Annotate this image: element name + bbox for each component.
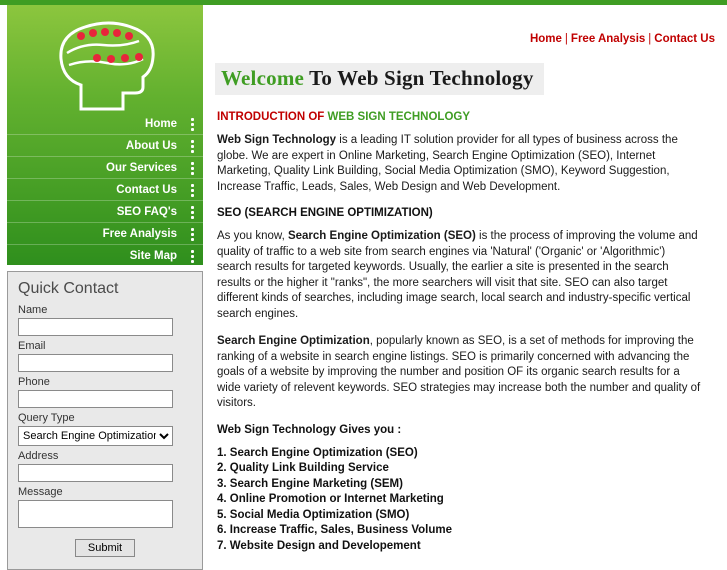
topnav-free-analysis[interactable]: Free Analysis [570, 33, 646, 45]
seo-paragraph-2 [217, 334, 701, 412]
list-item: 7. Website Design and Developement [217, 539, 421, 552]
list-item: 3. Search Engine Marketing (SEM) [217, 477, 403, 490]
sidebar-item-label: Free Analysis [102, 228, 177, 240]
email-label: Email [18, 340, 46, 352]
menu-dots-icon [191, 250, 194, 262]
head-profile-icon [23, 13, 203, 113]
sidebar-item-our-services[interactable] [7, 157, 203, 179]
topnav-contact-us[interactable]: Contact Us [654, 33, 715, 45]
sidebar-menu [7, 113, 203, 265]
menu-dots-icon [191, 206, 194, 218]
logo-and-menu-panel [7, 5, 203, 265]
address-label: Address [18, 450, 59, 462]
menu-dots-icon [191, 118, 194, 130]
sidebar-item-site-map[interactable] [7, 245, 203, 265]
seo-p1-b: Search Engine Optimization (SEO) [287, 230, 476, 242]
message-label: Message [18, 486, 63, 498]
sidebar-item-label: Our Services [106, 162, 177, 174]
intro-heading [217, 111, 701, 123]
gives-heading: Web Sign Technology Gives you : [217, 423, 402, 436]
sidebar-item-seo-faqs[interactable] [7, 201, 203, 223]
sidebar-item-label: SEO FAQ's [116, 206, 177, 218]
seo-section-heading: SEO (SEARCH ENGINE OPTIMIZATION) [217, 207, 433, 219]
sidebar-item-label: Home [145, 118, 177, 130]
sidebar-item-label: About Us [125, 140, 177, 152]
sidebar-item-contact-us[interactable] [7, 179, 203, 201]
query-type-label: Query Type [18, 412, 75, 424]
sidebar-item-about-us[interactable] [7, 135, 203, 157]
sidebar-item-home[interactable] [7, 113, 203, 135]
menu-dots-icon [191, 162, 194, 174]
list-item: 5. Social Media Optimization (SMO) [217, 508, 410, 521]
email-input[interactable] [18, 354, 173, 372]
sidebar [7, 5, 203, 554]
list-item: 6. Increase Traffic, Sales, Business Volume [217, 524, 453, 536]
seo-p1-c: is the process of improving the volume and quality of traffic to a web site from search engines via 'Natural' ('Organic' or 'Algorithmic') search results for targeted keywords. Usually, the earlier a site is presented in the search results or the higher it "ranks", the more searchers will visit that site. SEO can also target different kinds of searches, including image search, local search and industry-specific vertical search engines. [217, 230, 698, 320]
query-type-select[interactable] [18, 426, 173, 446]
list-item: 1. Search Engine Optimization (SEO) [217, 446, 418, 459]
intro-heading-red: INTRODUCTION OF [217, 111, 325, 123]
page-title-highlight: Welcome [221, 66, 305, 90]
seo-p2-c: , popularly known as SEO, is a set of methods for improving the ranking of a website in search engine listings. SEO is primarily concerned with advancing the goals of a website by improving the number and position OF its organic search results for a wide variety of relevent keywords. SEO strategies may increase both the number and quality of visitors. [217, 335, 701, 409]
services-list [217, 446, 701, 555]
intro-heading-green: WEB SIGN TECHNOLOGY [324, 111, 470, 123]
intro-paragraph [217, 133, 701, 195]
phone-input[interactable] [18, 390, 173, 408]
menu-dots-icon [191, 228, 194, 240]
submit-button[interactable]: Submit [75, 539, 135, 557]
quick-contact-panel [7, 271, 203, 570]
seo-paragraph-1 [217, 229, 701, 322]
top-navigation [203, 5, 727, 45]
submit-row [18, 539, 192, 557]
page-title-rest: To Web Sign Technology [304, 66, 534, 90]
list-item: 2. Quality Link Building Service [217, 462, 389, 474]
intro-paragraph-text: is a leading IT solution provider for all types of business across the globe. We are expert in Online Marketing, Search Engine Optimization (SEO), Internet Marketing, Quality Link Building, Social Media Optimization (SMO), Keyword Suggestion, Increase Traffic, Leads, Sales, Web Design and Web Development. [217, 134, 678, 193]
list-item: 4. Online Promotion or Internet Marketing [217, 493, 444, 505]
menu-dots-icon [191, 140, 194, 152]
article-body [203, 95, 727, 554]
menu-dots-icon [191, 184, 194, 196]
address-input[interactable] [18, 464, 173, 482]
topnav-home[interactable]: Home [529, 33, 562, 45]
message-textarea[interactable] [18, 500, 173, 528]
topnav-separator: | [648, 33, 652, 45]
seo-p2-b: Search Engine Optimization [217, 335, 370, 347]
name-input[interactable] [18, 318, 173, 336]
topnav-separator: | [564, 33, 568, 45]
name-label: Name [18, 304, 48, 316]
sidebar-item-label: Site Map [129, 250, 177, 262]
brain-head-logo [23, 13, 203, 113]
sidebar-item-free-analysis[interactable] [7, 223, 203, 245]
sidebar-item-label: Contact Us [116, 184, 177, 196]
intro-paragraph-lead: Web Sign Technology [217, 134, 337, 146]
page-title [215, 63, 544, 95]
quick-contact-title: Quick Contact [18, 280, 119, 297]
main-column [203, 5, 727, 552]
seo-p1-a: As you know, [217, 230, 288, 242]
phone-label: Phone [18, 376, 50, 388]
